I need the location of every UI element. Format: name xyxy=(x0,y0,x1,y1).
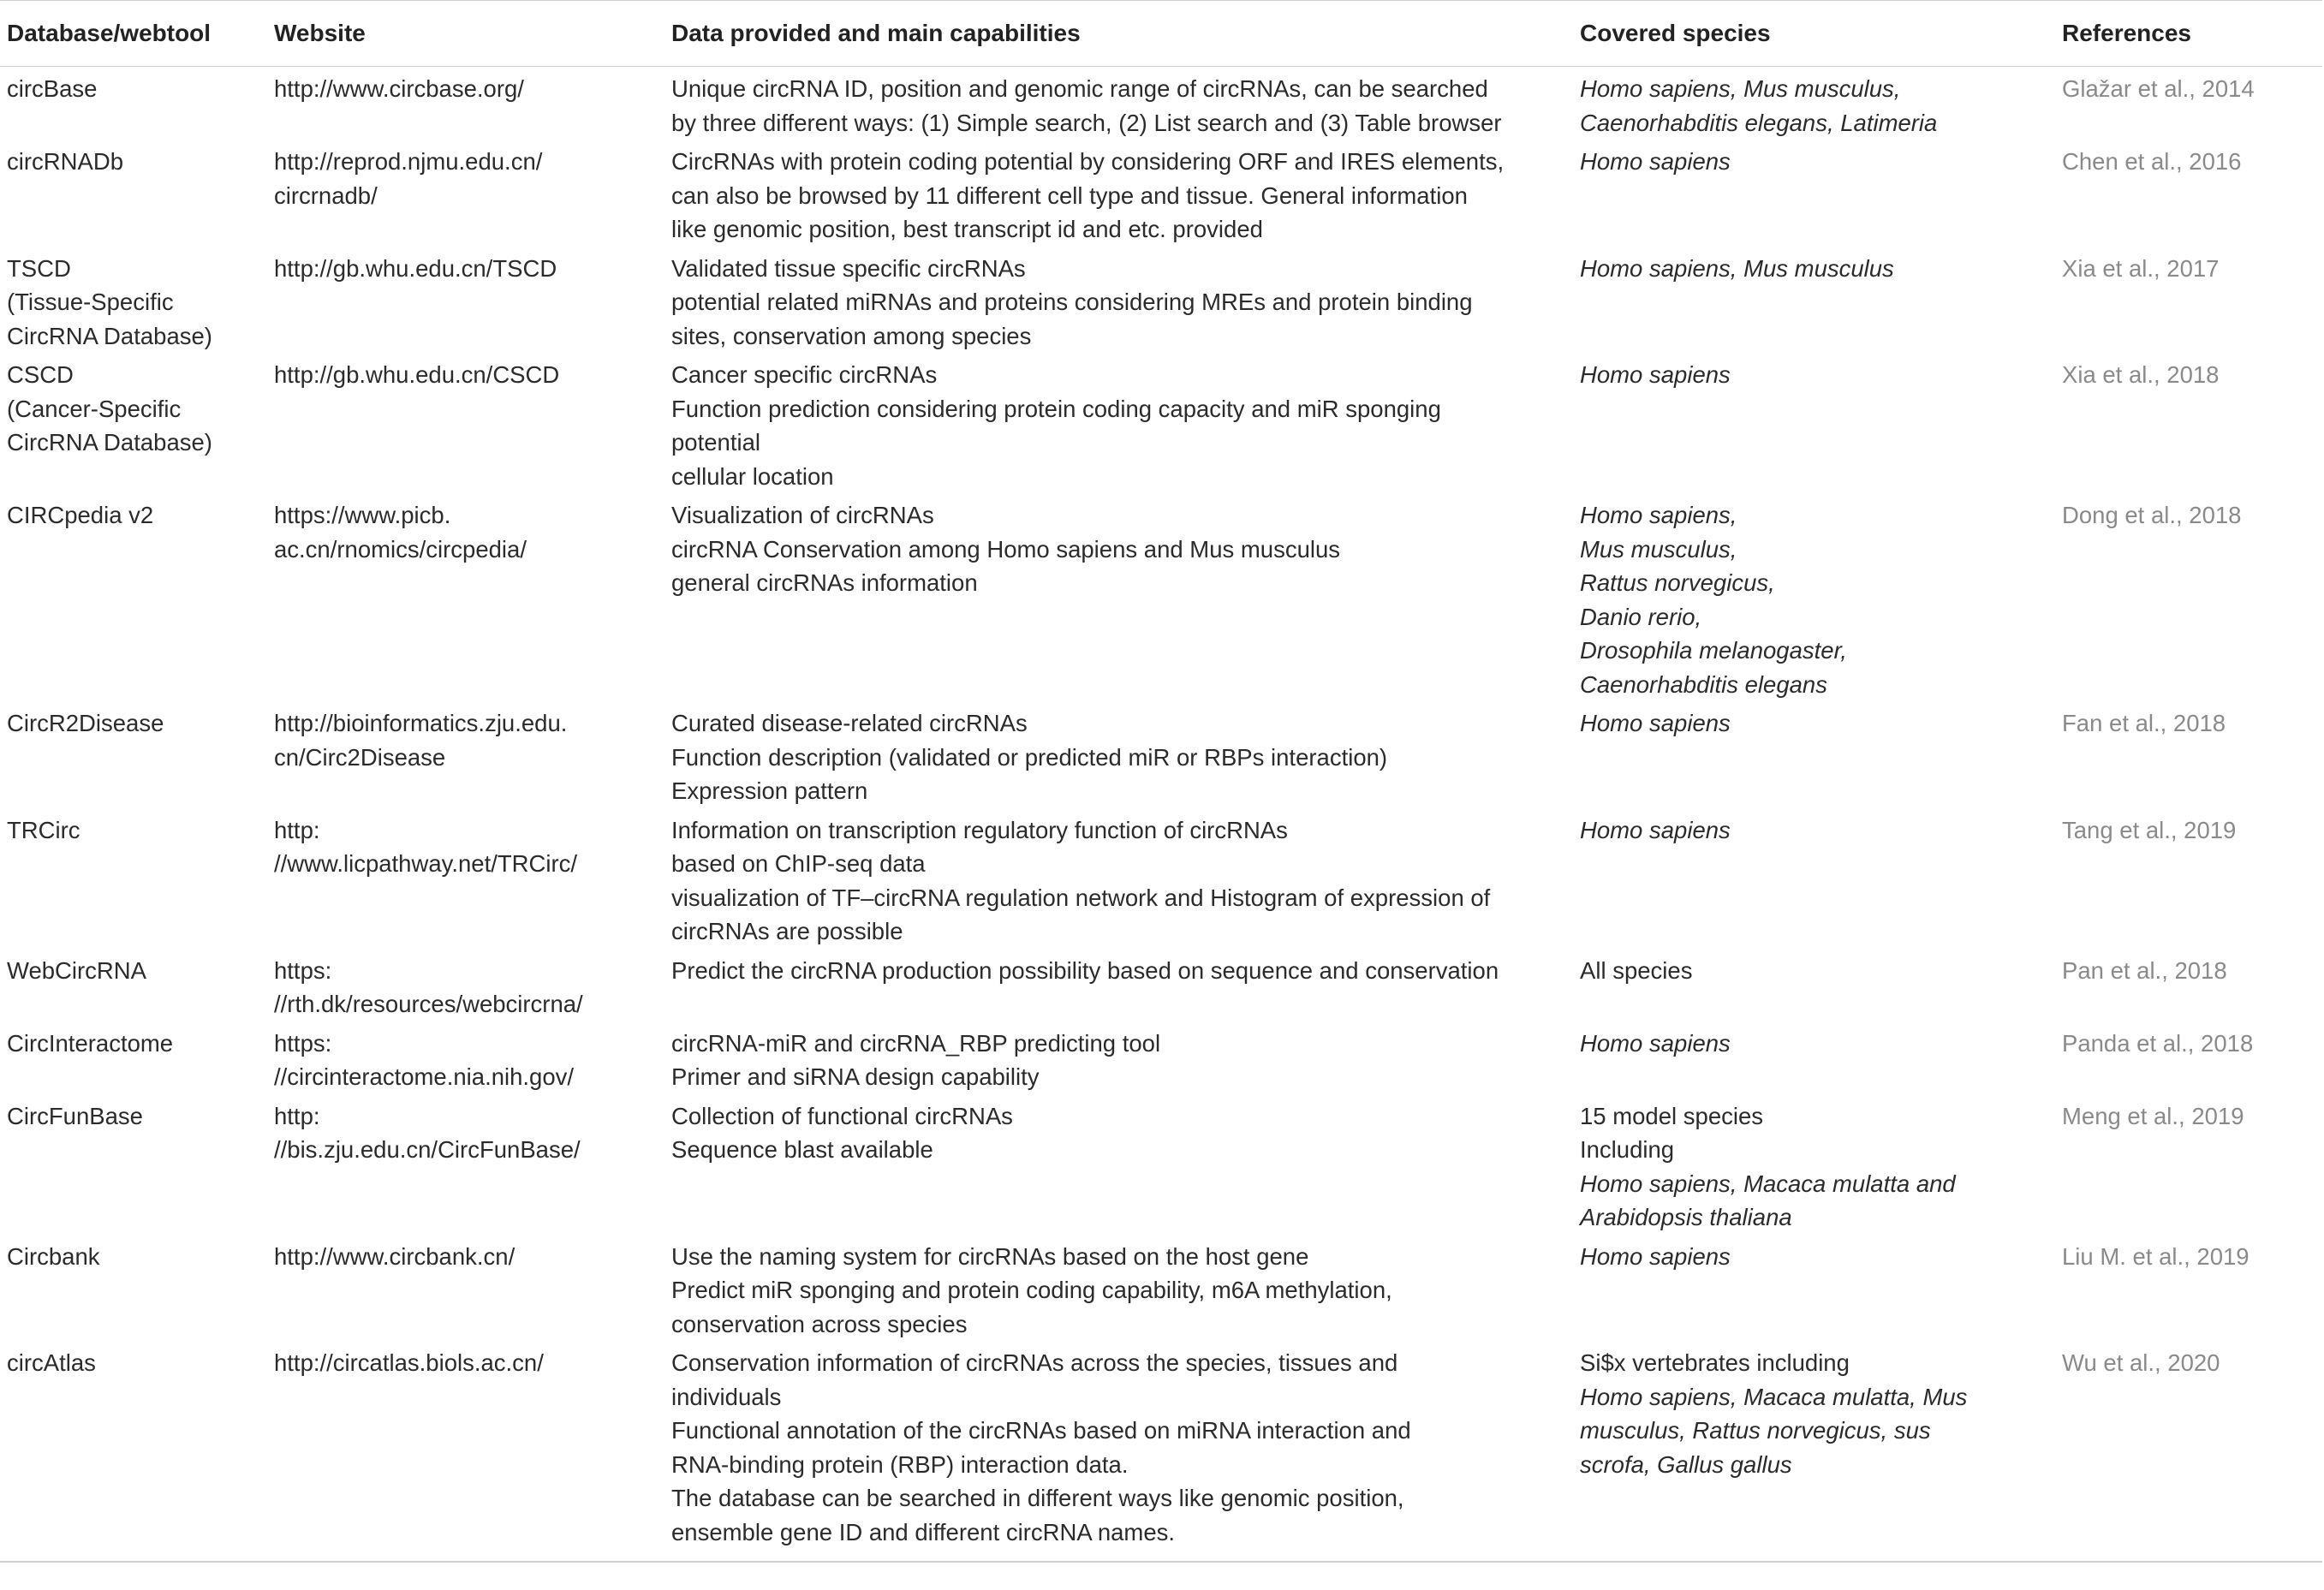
capability-line: ensemble gene ID and different circRNA names. xyxy=(671,1518,1176,1545)
database-name-cell xyxy=(0,1341,267,1562)
reference-cell xyxy=(2055,67,2322,140)
database-name: TSCD xyxy=(7,254,71,282)
capability-line: potential related miRNAs and proteins considering MREs and protein binding xyxy=(671,289,1473,315)
species-cell xyxy=(1573,247,2055,354)
capabilities-cell xyxy=(664,140,1573,247)
capability-line: Sequence blast available xyxy=(671,1136,933,1163)
capability-line: Predict miR sponging and protein coding capability, m6A methylation, xyxy=(671,1277,1392,1303)
database-name-cell xyxy=(0,353,267,493)
capability-line: Predict the circRNA production possibility based on sequence and conservation xyxy=(671,956,1499,984)
species-cell xyxy=(1573,67,2055,140)
database-name: Circbank xyxy=(7,1242,100,1270)
capabilities-cell xyxy=(664,949,1573,1021)
table-row xyxy=(0,1341,2322,1562)
table-row xyxy=(0,353,2322,493)
species-line: Homo sapiens xyxy=(1580,148,1731,175)
species-line: scrofa, Gallus gallus xyxy=(1580,1450,1792,1478)
reference-cell xyxy=(2055,949,2322,1021)
website-cell xyxy=(267,493,664,701)
capability-line: can also be browsed by 11 different cell type and tissue. General information xyxy=(671,182,1468,209)
species-line: Homo sapiens xyxy=(1580,361,1731,388)
website-link[interactable]: cn/Circ2Disease xyxy=(274,743,446,771)
table-body xyxy=(0,67,2322,1563)
species-line: Including xyxy=(1580,1136,1675,1163)
species-cell xyxy=(1573,701,2055,808)
capability-line: potential xyxy=(671,429,760,456)
reference-cell xyxy=(2055,247,2322,354)
database-name: circRNADb xyxy=(7,148,123,175)
capabilities-cell xyxy=(664,493,1573,701)
species-cell xyxy=(1573,1094,2055,1235)
table-row xyxy=(0,808,2322,949)
database-name-cell xyxy=(0,1094,267,1235)
website-link[interactable]: https: xyxy=(274,1029,332,1057)
species-line: Danio rerio, xyxy=(1580,603,1702,630)
database-name: CIRCpedia v2 xyxy=(7,502,154,528)
reference-cell xyxy=(2055,1341,2322,1562)
reference-citation: Liu M. et al., 2019 xyxy=(2062,1242,2250,1270)
table-row xyxy=(0,949,2322,1021)
database-name-cell xyxy=(0,493,267,701)
reference-citation: Meng et al., 2019 xyxy=(2062,1102,2244,1129)
capability-line: individuals xyxy=(671,1383,782,1410)
website-link[interactable]: https://www.picb. xyxy=(274,502,451,528)
reference-citation: Fan et al., 2018 xyxy=(2062,710,2226,736)
website-cell xyxy=(267,1021,664,1094)
species-line: Drosophila melanogaster, xyxy=(1580,637,1847,664)
capability-line: Primer and siRNA design capability xyxy=(671,1063,1040,1090)
species-line: Mus musculus, xyxy=(1580,535,1737,563)
database-name-cell xyxy=(0,1021,267,1094)
capabilities-cell xyxy=(664,1341,1573,1562)
species-line: Homo sapiens, Mus musculus, xyxy=(1580,75,1901,102)
capability-line: RNA-binding protein (RBP) interaction data. xyxy=(671,1450,1129,1478)
capability-line: Function prediction considering protein coding capacity and miR sponging xyxy=(671,395,1441,422)
capability-line: cellular location xyxy=(671,462,834,490)
capabilities-cell xyxy=(664,353,1573,493)
species-line: Homo sapiens xyxy=(1580,816,1731,843)
website-link[interactable]: ac.cn/rnomics/circpedia/ xyxy=(274,535,527,563)
reference-citation: Chen et al., 2016 xyxy=(2062,148,2242,175)
website-link[interactable]: http://gb.whu.edu.cn/CSCD xyxy=(274,361,560,388)
website-link[interactable]: //circinteractome.nia.nih.gov/ xyxy=(274,1063,575,1090)
capability-line: Validated tissue specific circRNAs xyxy=(671,254,1026,282)
reference-cell xyxy=(2055,353,2322,493)
species-cell xyxy=(1573,1341,2055,1562)
website-link[interactable]: circrnadb/ xyxy=(274,182,378,209)
capabilities-cell xyxy=(664,1094,1573,1235)
database-name: (Cancer-Specific xyxy=(7,395,182,422)
website-cell xyxy=(267,1341,664,1562)
species-line: Homo sapiens xyxy=(1580,1242,1731,1270)
species-cell xyxy=(1573,353,2055,493)
capability-line: The database can be searched in different ways like genomic position, xyxy=(671,1485,1404,1511)
capability-line: Functional annotation of the circRNAs based on miRNA interaction and xyxy=(671,1417,1411,1444)
species-line: Caenorhabditis elegans, Latimeria xyxy=(1580,109,1938,136)
website-link[interactable]: http://reprod.njmu.edu.cn/ xyxy=(274,148,543,175)
database-name-cell xyxy=(0,247,267,354)
reference-citation: Glažar et al., 2014 xyxy=(2062,75,2255,102)
header-row xyxy=(0,1,2322,67)
website-link[interactable]: https: xyxy=(274,956,332,984)
capability-line: by three different ways: (1) Simple search, (2) List search and (3) Table browser xyxy=(671,109,1502,136)
database-name: CSCD xyxy=(7,361,74,388)
database-name: CircRNA Database) xyxy=(7,429,212,456)
website-cell xyxy=(267,353,664,493)
database-name-cell xyxy=(0,808,267,949)
capabilities-cell xyxy=(664,808,1573,949)
species-line: Homo sapiens xyxy=(1580,710,1731,736)
species-line: Homo sapiens, Mus musculus xyxy=(1580,254,1894,282)
table-row xyxy=(0,701,2322,808)
species-cell xyxy=(1573,1235,2055,1342)
reference-cell xyxy=(2055,1235,2322,1342)
table-header xyxy=(0,1,2322,67)
capability-line: conservation across species xyxy=(671,1310,968,1337)
capability-line: Cancer specific circRNAs xyxy=(671,361,938,388)
capabilities-cell xyxy=(664,1021,1573,1094)
database-name: circAtlas xyxy=(7,1349,96,1376)
capability-line: based on ChIP-seq data xyxy=(671,850,926,877)
website-link[interactable]: //www.licpathway.net/TRCirc/ xyxy=(274,850,578,877)
table-row xyxy=(0,1021,2322,1094)
capability-line: Unique circRNA ID, position and genomic range of circRNAs, can be searched xyxy=(671,75,1488,102)
database-name: CircR2Disease xyxy=(7,710,164,736)
reference-citation: Tang et al., 2019 xyxy=(2062,816,2237,843)
reference-cell xyxy=(2055,808,2322,949)
capability-line: Information on transcription regulatory function of circRNAs xyxy=(671,816,1288,843)
table-row xyxy=(0,1094,2322,1235)
database-name: (Tissue-Specific xyxy=(7,289,174,315)
reference-cell xyxy=(2055,701,2322,808)
capabilities-cell xyxy=(664,247,1573,354)
species-line: Rattus norvegicus, xyxy=(1580,569,1775,596)
capability-line: Curated disease-related circRNAs xyxy=(671,710,1028,736)
header-website: Website xyxy=(274,20,366,47)
website-link[interactable]: http: xyxy=(274,816,320,843)
website-cell xyxy=(267,247,664,354)
species-line: Homo sapiens, Macaca mulatta, Mus xyxy=(1580,1383,1968,1410)
capability-line: Collection of functional circRNAs xyxy=(671,1102,1013,1129)
species-cell xyxy=(1573,493,2055,701)
website-link[interactable]: http://bioinformatics.zju.edu. xyxy=(274,710,568,736)
species-cell xyxy=(1573,1021,2055,1094)
database-name: CircFunBase xyxy=(7,1102,143,1129)
website-cell xyxy=(267,67,664,140)
species-cell xyxy=(1573,808,2055,949)
database-name: WebCircRNA xyxy=(7,956,146,984)
reference-citation: Xia et al., 2017 xyxy=(2062,254,2220,282)
capability-line: general circRNAs information xyxy=(671,569,978,596)
reference-cell xyxy=(2055,140,2322,247)
database-name-cell xyxy=(0,949,267,1021)
website-cell xyxy=(267,808,664,949)
species-cell xyxy=(1573,140,2055,247)
reference-cell xyxy=(2055,1094,2322,1235)
capability-line: Visualization of circRNAs xyxy=(671,502,934,528)
species-line: All species xyxy=(1580,956,1693,984)
database-name-cell xyxy=(0,1235,267,1342)
table-row xyxy=(0,140,2322,247)
database-name: TRCirc xyxy=(7,816,80,843)
capability-line: Function description (validated or predicted miR or RBPs interaction) xyxy=(671,743,1388,771)
species-line: Arabidopsis thaliana xyxy=(1580,1204,1792,1230)
species-line: Homo sapiens, xyxy=(1580,502,1737,528)
website-cell xyxy=(267,1094,664,1235)
reference-citation: Panda et al., 2018 xyxy=(2062,1029,2254,1057)
table-row xyxy=(0,247,2322,354)
table-row xyxy=(0,1235,2322,1342)
reference-citation: Dong et al., 2018 xyxy=(2062,502,2242,528)
capability-line: sites, conservation among species xyxy=(671,322,1032,349)
capability-line: Expression pattern xyxy=(671,777,868,804)
capability-line: CircRNAs with protein coding potential by considering ORF and IRES elements, xyxy=(671,148,1505,175)
reference-cell xyxy=(2055,1021,2322,1094)
species-cell xyxy=(1573,949,2055,1021)
table-row xyxy=(0,67,2322,140)
website-link[interactable]: http://www.circbase.org/ xyxy=(274,75,524,102)
website-link[interactable]: //bis.zju.edu.cn/CircFunBase/ xyxy=(274,1136,581,1163)
website-cell xyxy=(267,701,664,808)
capability-line: like genomic position, best transcript id and etc. provided xyxy=(671,216,1263,242)
database-name: CircRNA Database) xyxy=(7,322,212,349)
table-row xyxy=(0,493,2322,701)
database-name-cell xyxy=(0,140,267,247)
capability-line: visualization of TF–circRNA regulation network and Histogram of expression of xyxy=(671,884,1491,911)
capabilities-cell xyxy=(664,67,1573,140)
capability-line: circRNA-miR and circRNA_RBP predicting tool xyxy=(671,1029,1161,1057)
species-line: 15 model species xyxy=(1580,1102,1764,1129)
reference-citation: Pan et al., 2018 xyxy=(2062,956,2227,984)
database-name-cell xyxy=(0,701,267,808)
capability-line: circRNA Conservation among Homo sapiens and Mus musculus xyxy=(671,535,1341,563)
website-cell xyxy=(267,140,664,247)
database-name: CircInteractome xyxy=(7,1029,174,1057)
website-link[interactable]: http://circatlas.biols.ac.cn/ xyxy=(274,1349,544,1376)
header-database: Database/webtool xyxy=(7,20,212,47)
reference-citation: Wu et al., 2020 xyxy=(2062,1349,2220,1376)
database-name: circBase xyxy=(7,75,98,102)
capabilities-cell xyxy=(664,1235,1573,1342)
website-link[interactable]: http://gb.whu.edu.cn/TSCD xyxy=(274,254,557,282)
species-line: Caenorhabditis elegans xyxy=(1580,670,1827,698)
capability-line: Use the naming system for circRNAs based on the host gene xyxy=(671,1242,1309,1270)
website-cell xyxy=(267,1235,664,1342)
capability-line: circRNAs are possible xyxy=(671,918,903,944)
species-line: Si$x vertebrates including xyxy=(1580,1349,1850,1376)
species-line: Homo sapiens xyxy=(1580,1029,1731,1057)
capability-line: Conservation information of circRNAs across the species, tissues and xyxy=(671,1349,1398,1376)
reference-cell xyxy=(2055,493,2322,701)
species-line: musculus, Rattus norvegicus, sus xyxy=(1580,1417,1931,1444)
header-data: Data provided and main capabilities xyxy=(671,20,1081,47)
reference-citation: Xia et al., 2018 xyxy=(2062,361,2220,388)
header-references: References xyxy=(2062,20,2191,47)
database-name-cell xyxy=(0,67,267,140)
capabilities-cell xyxy=(664,701,1573,808)
header-species: Covered species xyxy=(1580,20,1771,47)
website-link[interactable]: //rth.dk/resources/webcircrna/ xyxy=(274,991,583,1017)
website-link[interactable]: http: xyxy=(274,1102,320,1129)
species-line: Homo sapiens, Macaca mulatta and xyxy=(1580,1170,1956,1197)
website-cell xyxy=(267,949,664,1021)
website-link[interactable]: http://www.circbank.cn/ xyxy=(274,1242,515,1270)
